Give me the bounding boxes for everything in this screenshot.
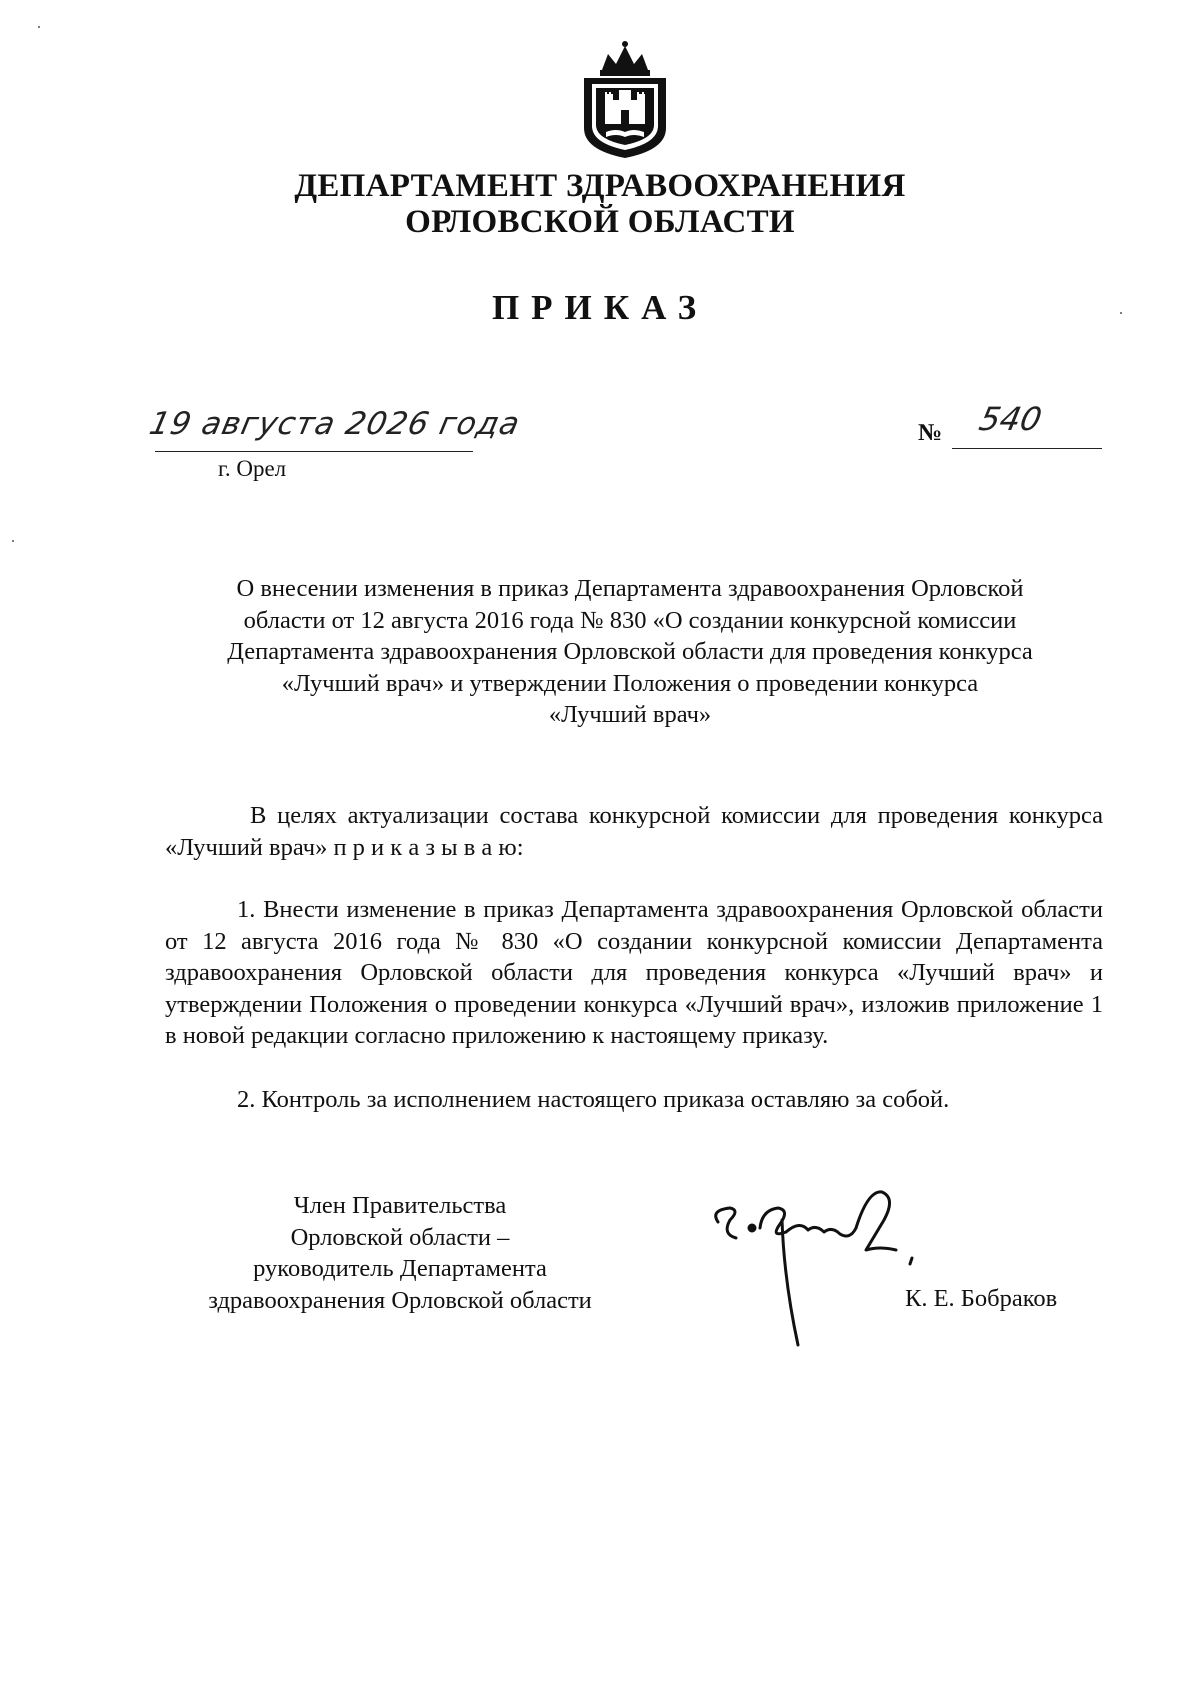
orel-region-coat-of-arms-icon <box>572 40 678 160</box>
order-number-handwritten: 540 <box>975 400 1046 438</box>
scan-speck <box>12 540 14 542</box>
position-line: руководитель Департамента <box>253 1255 547 1282</box>
signatory-position <box>150 1190 650 1316</box>
subject-line: «Лучший врач» и утверждении Положения о проведении конкурса <box>281 669 979 697</box>
date-underline <box>155 451 473 452</box>
order-item-2: 2. Контроль за исполнением настоящего приказа оставляю за собой. <box>237 1086 950 1113</box>
subject-line: области от 12 августа 2016 года № 830 «О создании конкурсной комиссии <box>243 606 1017 634</box>
department-name-line1: ДЕПАРТАМЕНТ ЗДРАВООХРАНЕНИЯ <box>294 168 906 204</box>
order-date-handwritten: 19 августа 2026 года <box>146 406 524 442</box>
subject-line: «Лучший врач» <box>548 701 712 728</box>
position-line: здравоохранения Орловской области <box>208 1286 592 1314</box>
scan-speck <box>1120 312 1122 314</box>
number-underline <box>952 448 1102 449</box>
scan-speck <box>38 26 40 28</box>
signatory-name: К. Е. Бобраков <box>905 1285 1058 1312</box>
position-line: Орловской области – <box>290 1223 510 1251</box>
document-type-title: ПРИКАЗ <box>491 288 709 327</box>
handwritten-signature-icon <box>700 1180 950 1360</box>
position-line: Член Правительства <box>293 1192 507 1219</box>
number-label: № <box>918 420 943 446</box>
city-label: г. Орел <box>218 456 287 481</box>
preamble-paragraph: В целях актуализации состава конкурсной комиссии для проведения конкурса «Лучший врач» п р и к а з ы в а ю: <box>165 802 1103 861</box>
order-item-1: 1. Внести изменение в приказ Департамента здравоохранения Орловской области от 12 августа 2016 года № 830 «О создании конкурсной комиссии Департамента здравоохранения Орловской области для проведения конкурса «Лучший врач» и утверждении Положения о проведении конкурса «Лучший врач», изложив приложение 1 в новой редакции согласно приложению к настоящему приказу. <box>165 896 1103 1049</box>
subject-line: Департамента здравоохранения Орловской области для проведения конкурса <box>227 638 1033 665</box>
order-subject <box>160 573 1100 731</box>
subject-line: О внесении изменения в приказ Департамента здравоохранения Орловской <box>236 575 1024 602</box>
department-name-line2: ОРЛОВСКОЙ ОБЛАСТИ <box>405 204 795 240</box>
